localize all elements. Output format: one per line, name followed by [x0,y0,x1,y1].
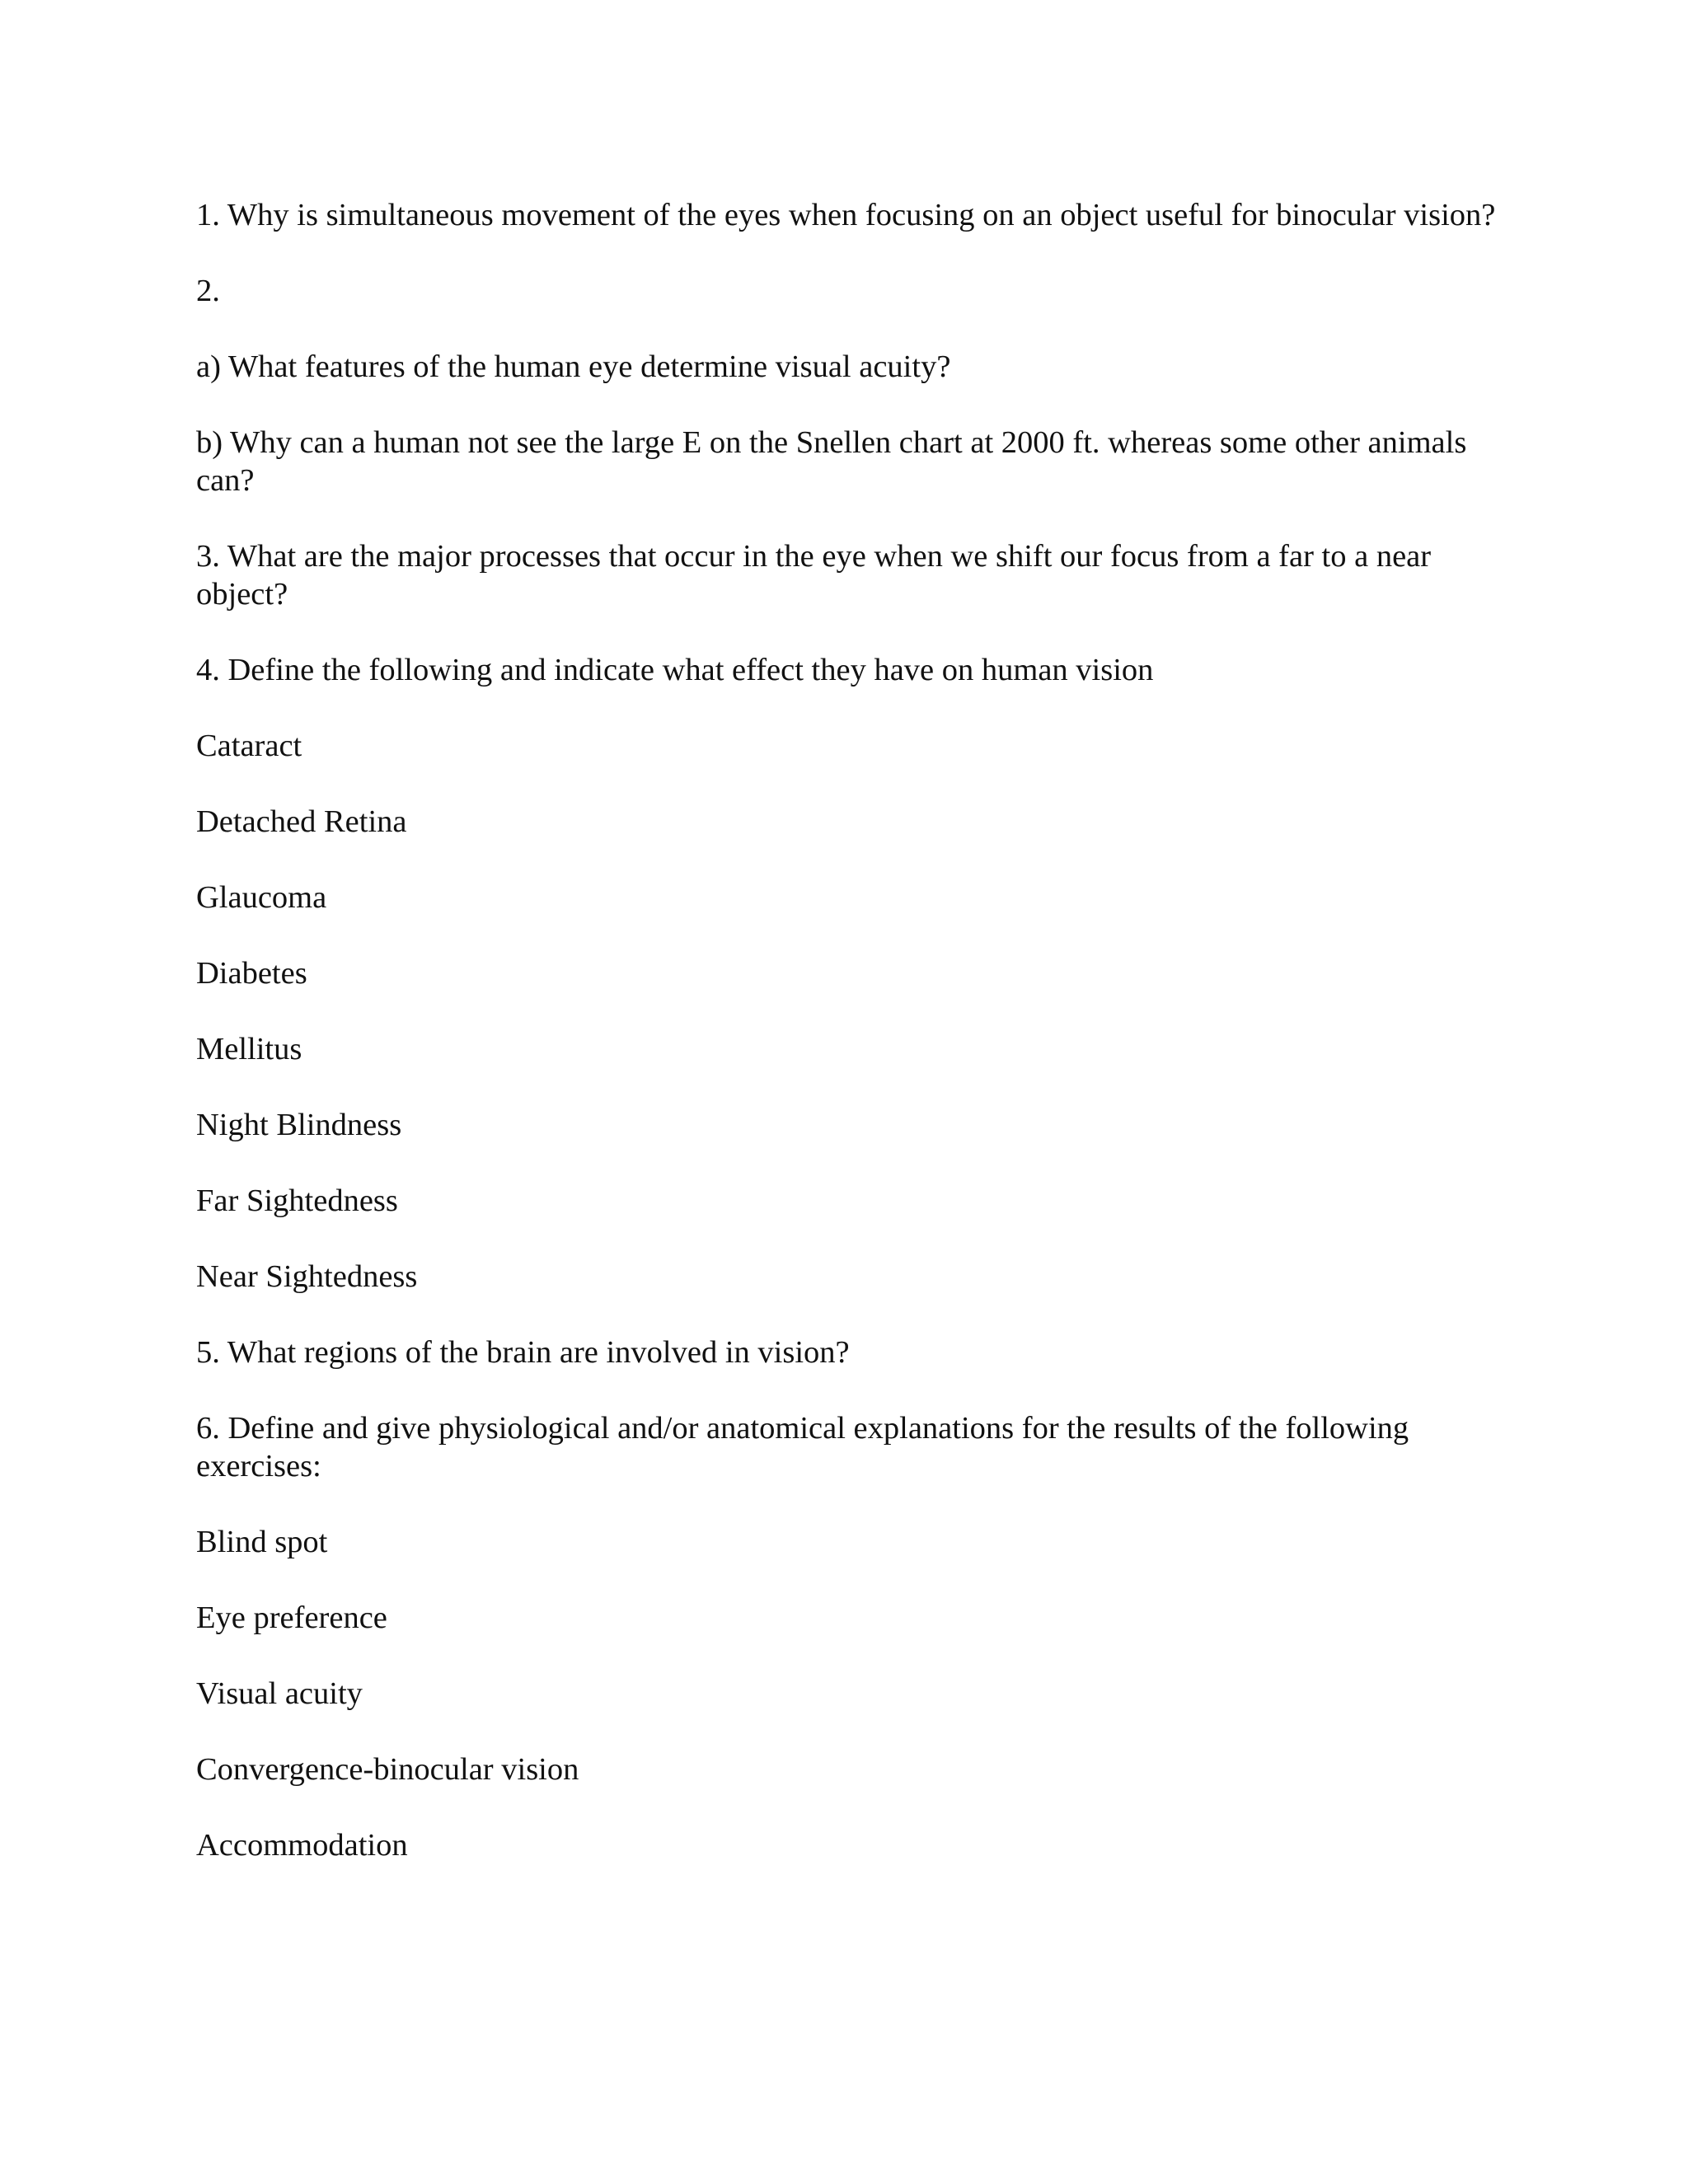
question-4: 4. Define the following and indicate what effect they have on human vision [196,653,1154,687]
term-far-sightedness: Far Sightedness [196,1183,398,1218]
document-body [196,196,1507,1864]
question-2-heading: 2. [196,274,220,308]
question-2a: a) What features of the human eye determine visual acuity? [196,349,951,384]
exercise-convergence: Convergence-binocular vision [196,1752,579,1787]
term-cataract: Cataract [196,729,302,763]
term-diabetes: Diabetes [196,956,307,991]
exercise-accommodation: Accommodation [196,1828,408,1863]
exercise-blind-spot: Blind spot [196,1525,328,1559]
question-1: 1. Why is simultaneous movement of the eyes when focusing on an object useful for binocular vision? [196,198,1496,232]
term-mellitus: Mellitus [196,1032,302,1066]
exercise-visual-acuity: Visual acuity [196,1676,363,1711]
term-detached-retina: Detached Retina [196,804,407,839]
question-2b: b) Why can a human not see the large E on the Snellen chart at 2000 ft. whereas some other animals can? [196,425,1467,498]
term-glaucoma: Glaucoma [196,880,327,915]
exercise-eye-preference: Eye preference [196,1601,387,1635]
question-5: 5. What regions of the brain are involved in vision? [196,1335,850,1370]
question-6: 6. Define and give physiological and/or anatomical explanations for the results of the following exercises: [196,1411,1409,1483]
term-near-sightedness: Near Sightedness [196,1259,418,1294]
question-3: 3. What are the major processes that occur in the eye when we shift our focus from a far to a near object? [196,539,1432,612]
term-night-blindness: Night Blindness [196,1108,402,1142]
